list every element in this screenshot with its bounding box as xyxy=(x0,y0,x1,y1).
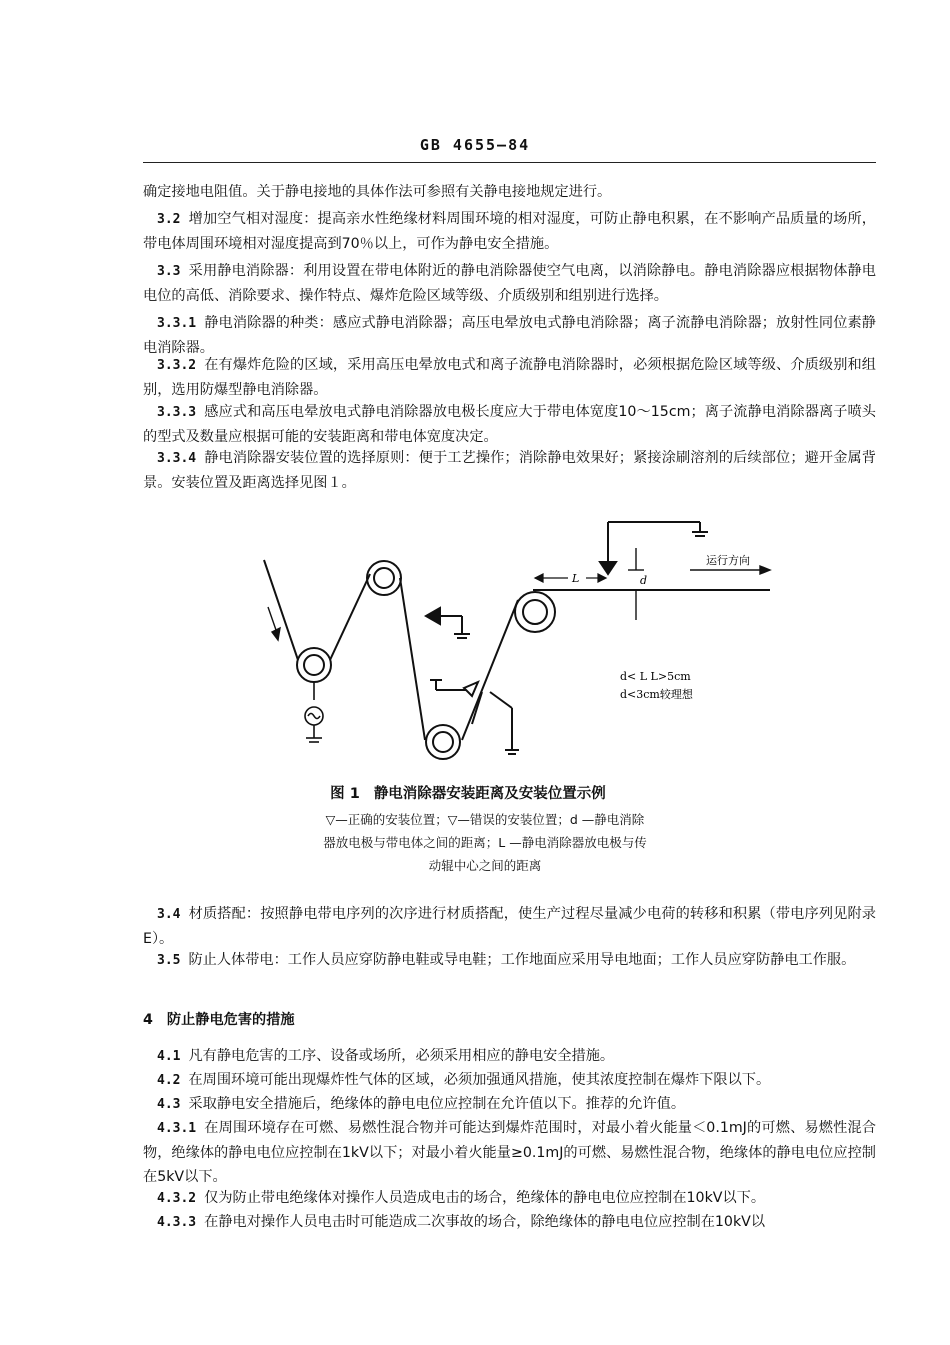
direction-arrow-icon xyxy=(690,566,770,574)
paragraph-4-3: 4.3 采取静电安全措施后，绝缘体的静电电位应控制在允许值以下。推荐的允许值。 xyxy=(157,1096,686,1112)
paragraph-4-3-3: 4.3.3 在静电对操作人员电击时可能造成二次事故的场合，除绝缘体的静电电位应控制在10kV以 xyxy=(157,1214,766,1230)
web-segment-2 xyxy=(330,574,370,660)
paragraph-3-3-1: 3.3.1 静电消除器的种类：感应式静电消除器；高压电晕放电式静电消除器；离子流静电消除器；放射性同位素静电消除器。 xyxy=(143,315,876,356)
label-d: d xyxy=(640,574,648,587)
paragraph-4-3-1: 4.3.1 在周围环境存在可燃、易燃性混合物并可能达到爆炸范围时，对最小着火能量＜0.1mJ的可燃、易燃性混合物，绝缘体的静电电位应控制在1kV以下；对最小着火能量≥0.1mJ的可燃、易燃性混合物，绝缘体的静电电位应控制在5kV以下。 xyxy=(143,1120,876,1185)
eliminator-bar-icon xyxy=(472,692,519,754)
paragraph-3-2: 3.2 增加空气相对湿度：提高亲水性绝缘材料周围环境的相对湿度，可防止静电积累，在不影响产品质量的场所，带电体周围环境相对湿度提高到70％以上，可作为静电安全措施。 xyxy=(143,211,876,252)
roller-3 xyxy=(426,725,460,759)
figure-eliminator-diagram xyxy=(250,512,790,782)
condition-2: d<3cm较理想 xyxy=(620,688,693,701)
paragraph-4-3-2: 4.3.2 仅为防止带电绝缘体对操作人员造成电击的场合，绝缘体的静电电位应控制在10kV以下。 xyxy=(157,1190,766,1206)
eliminator-top-icon xyxy=(600,522,708,574)
paragraph-3-3-4: 3.3.4 静电消除器安装位置的选择原则：便于工艺操作；消除静电效果好；紧接涂刷溶剂的后续部位；避开金属背景。安装位置及距离选择见图１。 xyxy=(143,450,876,491)
document-code-header: GB 4655—84 xyxy=(419,136,531,154)
roller-2-inner xyxy=(374,568,394,588)
paragraph-grounding: 确定接地电阻值。关于静电接地的具体作法可参照有关静电接地规定进行。 xyxy=(143,184,612,200)
roller-4 xyxy=(515,592,555,632)
direction-label: 运行方向 xyxy=(706,554,750,567)
eliminator-ground-icon xyxy=(430,680,478,696)
web-segment-4 xyxy=(462,600,518,740)
paragraph-3-3: 3.3 采用静电消除器：利用设置在带电体附近的静电消除器使空气电离，以消除静电。静电消除器应根据物体静电电位的高低、消除要求、操作特点、爆炸危险区域等级、介质级别和组别进行选择。 xyxy=(143,263,876,304)
distance-L-marker xyxy=(535,574,606,582)
roller-3-inner xyxy=(433,732,453,752)
paragraph-3-3-3: 3.3.3 感应式和高压电晕放电式静电消除器放电极长度应大于带电体宽度10～15cm；离子流静电消除器离子喷头的型式及数量应根据可能的安装距离和带电体宽度决定。 xyxy=(143,404,876,445)
roller-1 xyxy=(297,648,331,682)
roller-2 xyxy=(367,561,401,595)
ac-source-icon xyxy=(305,682,323,742)
figure-legend: ▽—正确的安装位置；▽—错误的安装位置；d —静电消除器放电极与带电体之间的距离；L —静电消除器放电极与传动辊中心之间的距离 xyxy=(323,812,647,873)
paragraph-4-2: 4.2 在周围环境可能出现爆炸性气体的区域，必须加强通风措施，使其浓度控制在爆炸下限以下。 xyxy=(157,1072,771,1088)
condition-1: d< L L>5cm xyxy=(620,670,691,683)
header-rule xyxy=(143,162,876,163)
roller-1-inner xyxy=(304,655,324,675)
figure-caption: 图 1 静电消除器安装距离及安装位置示例 xyxy=(330,786,606,802)
label-L: L xyxy=(572,572,580,585)
input-arrow-icon xyxy=(268,607,280,640)
web-segment-3 xyxy=(400,578,425,740)
roller-4-inner xyxy=(523,600,547,624)
eliminator-ground-icon xyxy=(426,608,470,638)
paragraph-3-4: 3.4 材质搭配：按照静电带电序列的次序进行材质搭配，使生产过程尽量减少电荷的转移和积累（带电序列见附录E）。 xyxy=(143,906,876,947)
section-4-heading: 4 防止静电危害的措施 xyxy=(143,1012,295,1028)
paragraph-4-1: 4.1 凡有静电危害的工序、设备或场所，必须采用相应的静电安全措施。 xyxy=(157,1048,615,1064)
paragraph-3-3-2: 3.3.2 在有爆炸危险的区域，采用高压电晕放电式和离子流静电消除器时，必须根据危险区域等级、介质级别和组别，选用防爆型静电消除器。 xyxy=(143,357,876,398)
paragraph-3-5: 3.5 防止人体带电：工作人员应穿防静电鞋或导电鞋；工作地面应采用导电地面；工作人员应穿防静电工作服。 xyxy=(157,952,856,968)
